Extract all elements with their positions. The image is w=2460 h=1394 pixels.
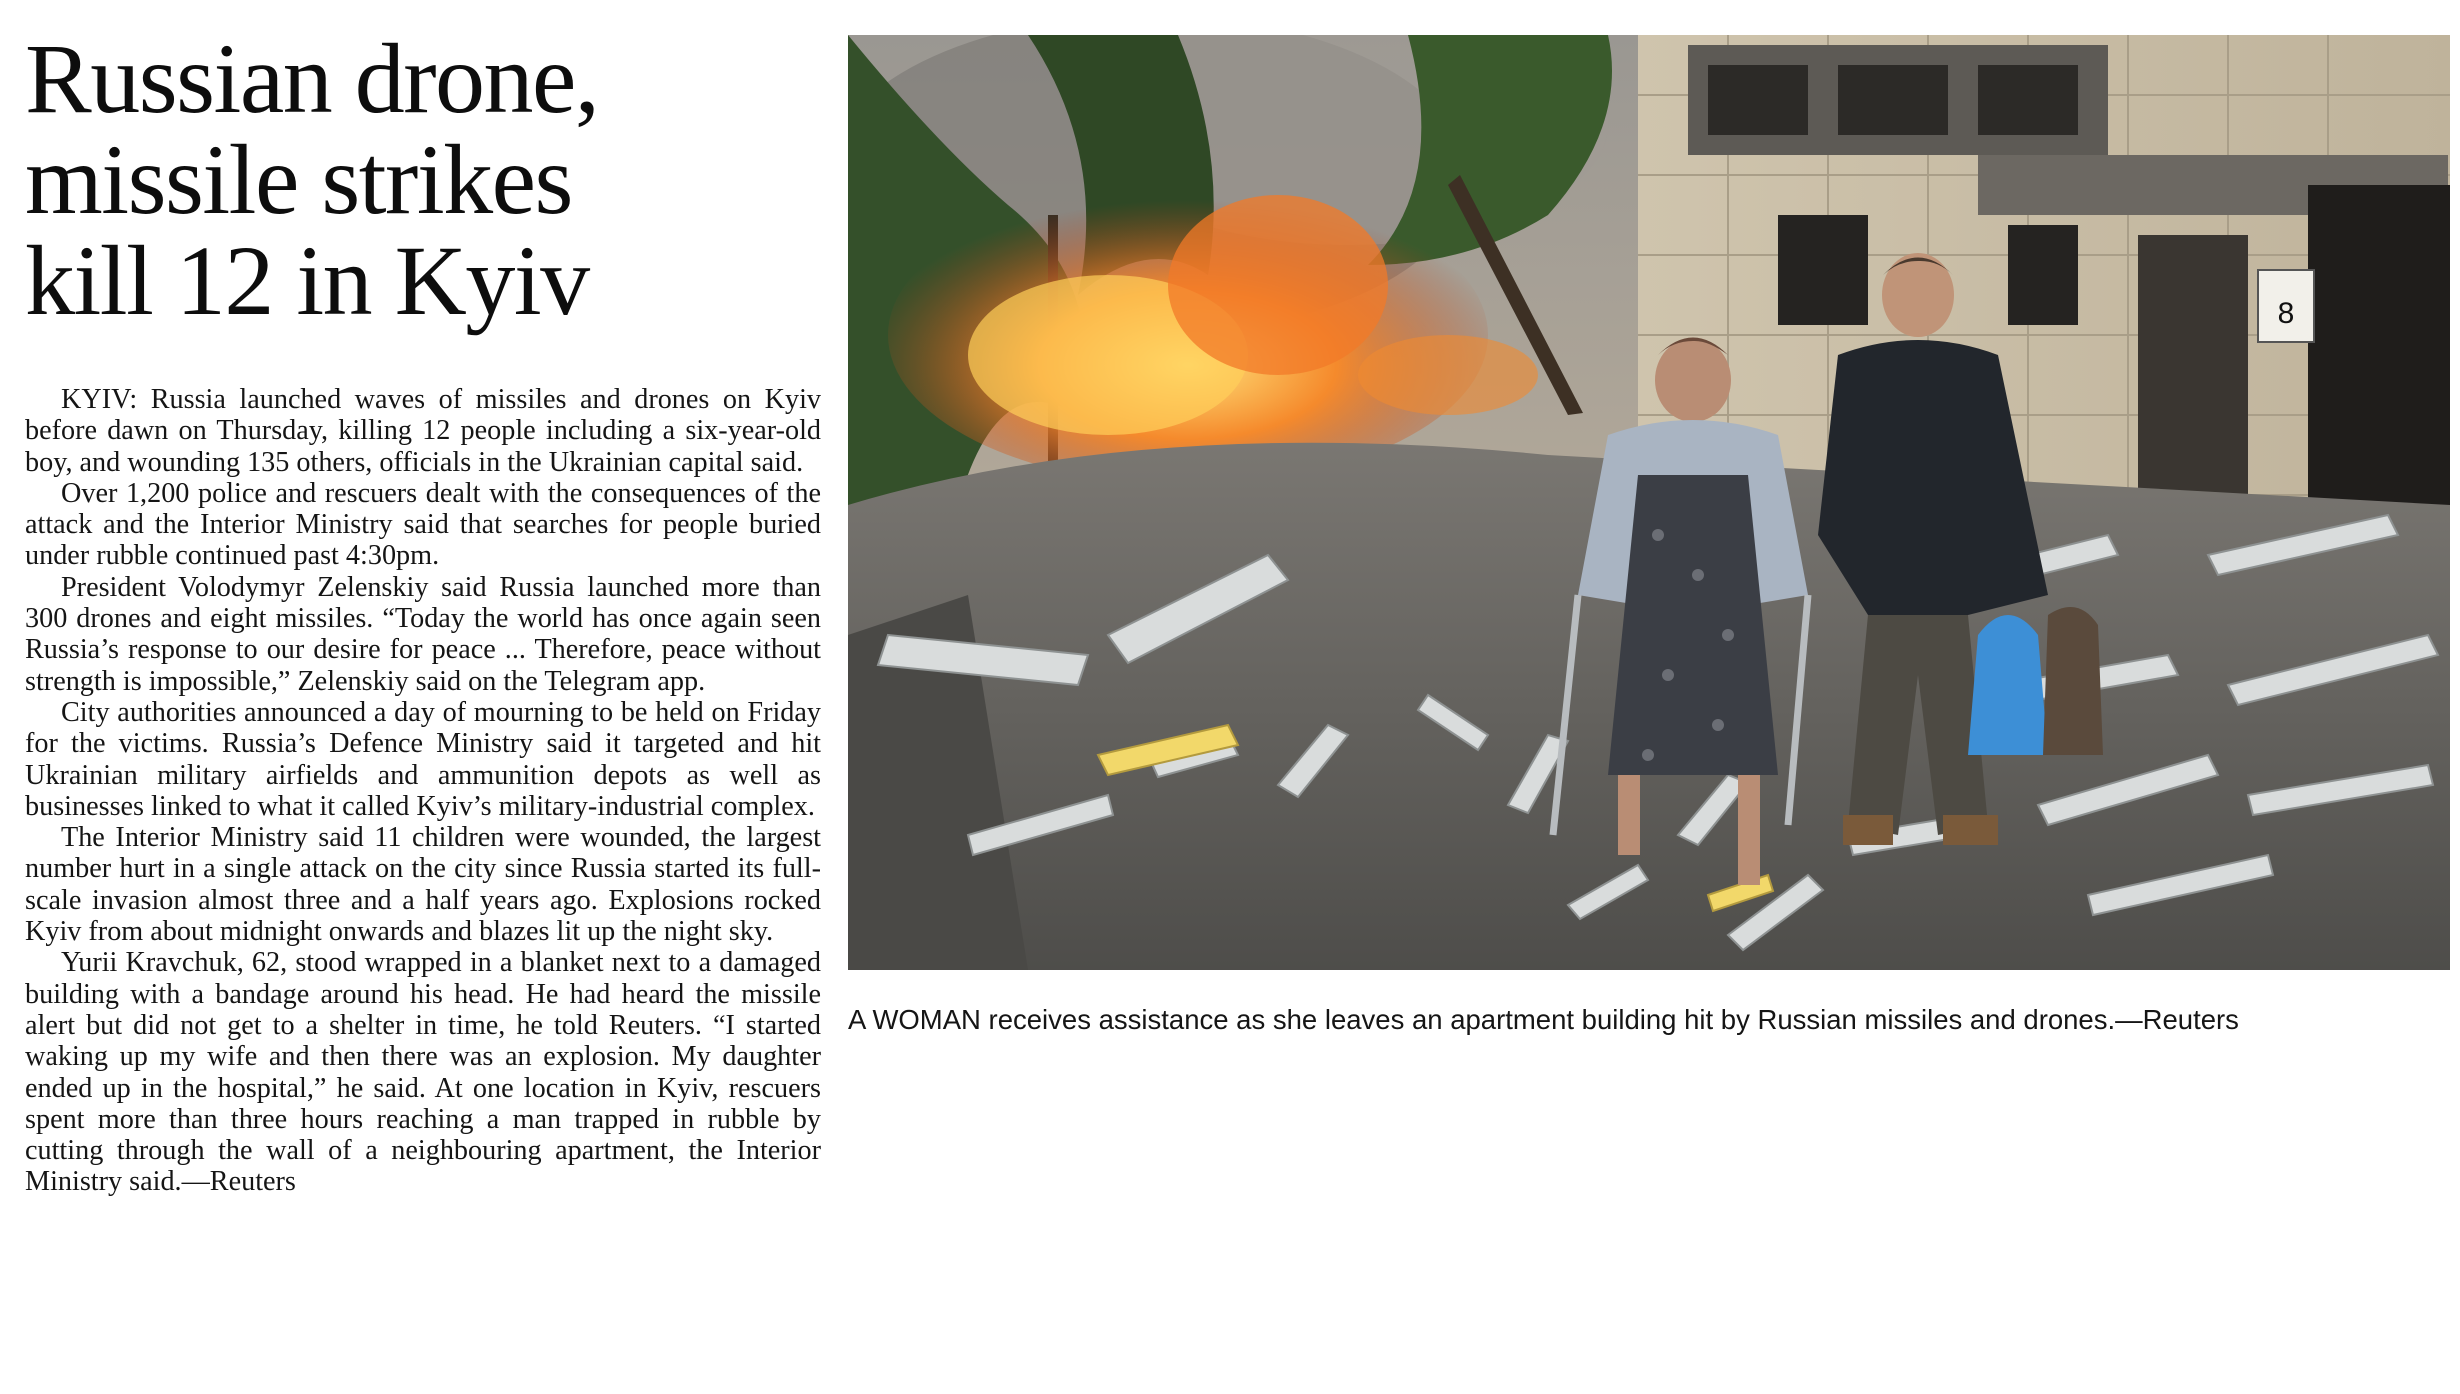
headline-line-3: kill 12 in Kyiv bbox=[25, 225, 589, 336]
headline-line-2: missile strikes bbox=[25, 124, 572, 235]
paragraph-2: Over 1,200 police and rescuers dealt with the consequences of the attack and the Interior Ministry said that searches for people buried under rubble continued past 4:30pm. bbox=[25, 477, 821, 572]
photo-caption: A WOMAN receives assistance as she leaves an apartment building hit by Russian missiles and drones.—Reuters bbox=[848, 1004, 2239, 1035]
brown-bag bbox=[2043, 607, 2103, 755]
woman-leg bbox=[1738, 775, 1760, 885]
window bbox=[2008, 225, 2078, 325]
woman-leg bbox=[1618, 775, 1640, 855]
paragraph-3: President Volodymyr Zelenskiy said Russia launched more than 300 drones and eight missiles. “Today the world has once again seen Russia’s response to our desire for peace ... Therefore, peace without strength is impossible,” Zelenskiy said on the Telegram app. bbox=[25, 571, 821, 697]
entrance-doorway bbox=[2308, 185, 2450, 505]
man-boot bbox=[1843, 815, 1893, 845]
paragraph-4: City authorities announced a day of mourning to be held on Friday for the victims. Russia’s Defence Ministry said it targeted and hit Ukrainian military airfields and ammunition depots as well as businesses linked to what it called Kyiv’s military-industrial complex. bbox=[25, 696, 821, 822]
paragraph-1: KYIV: Russia launched waves of missiles and drones on Kyiv before dawn on Thursday, killing 12 people including a six-year-old boy, and wounding 135 others, officials in the Ukrainian capital said. bbox=[25, 384, 821, 478]
paragraph-5: The Interior Ministry said 11 children were wounded, the largest number hurt in a single attack on the city since Russia started its full-scale invasion almost three and a half years ago. Explosions rocked Kyiv from about midnight onwards and blazes lit up the night sky. bbox=[25, 822, 821, 948]
headline bbox=[25, 23, 821, 336]
window bbox=[1708, 65, 1808, 135]
building-number: 8 bbox=[2277, 297, 2295, 330]
entrance-door bbox=[2138, 235, 2248, 515]
blue-bag bbox=[1968, 615, 2048, 755]
window bbox=[1778, 215, 1868, 325]
news-photo bbox=[848, 35, 2450, 970]
headline-line-1: Russian drone, bbox=[25, 23, 599, 134]
article-column bbox=[25, 23, 821, 1198]
woman-head bbox=[1655, 338, 1731, 422]
fire bbox=[1168, 195, 1388, 375]
fire bbox=[1358, 335, 1538, 415]
paragraph-6: Yurii Kravchuk, 62, stood wrapped in a blanket next to a damaged building with a bandage around his head. He had heard the missile alert but did not get to a shelter in time, he told Reuters. “I started waking up my wife and then there was an explosion. My daughter ended up in the hospital,” he said. At one location in Kyiv, rescuers spent more than three hours reaching a man trapped in rubble by cutting through the wall of a neighbouring apartment, the Interior Ministry said.—Reuters bbox=[25, 947, 821, 1198]
window bbox=[1978, 65, 2078, 135]
woman-dress bbox=[1608, 475, 1778, 775]
man-head bbox=[1882, 253, 1954, 337]
window bbox=[1838, 65, 1948, 135]
man-boot bbox=[1943, 815, 1998, 845]
news-photo-illustration bbox=[848, 35, 2450, 970]
article-body bbox=[25, 384, 821, 1198]
